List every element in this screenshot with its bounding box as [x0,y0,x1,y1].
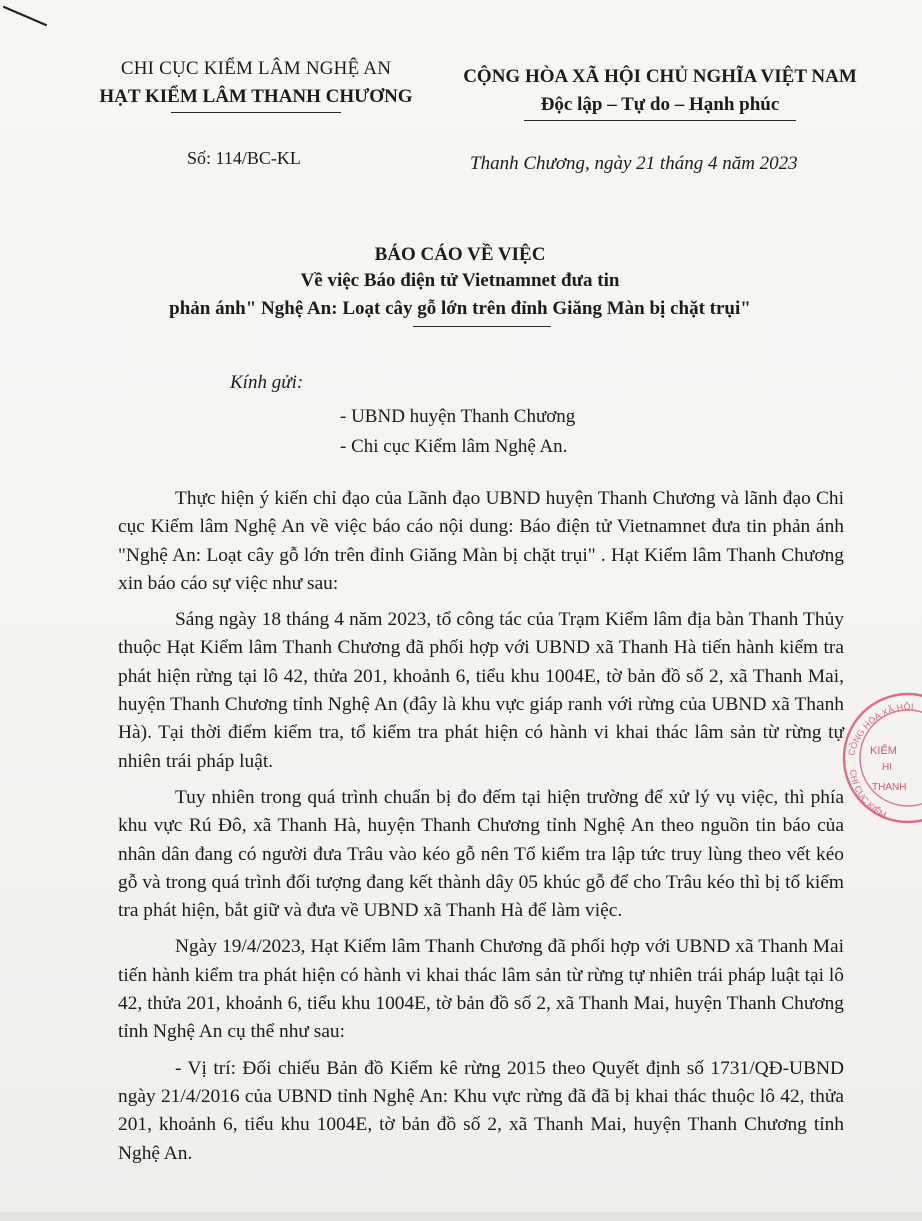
body-paragraph: Thực hiện ý kiến chỉ đạo của Lãnh đạo UBND huyện Thanh Chương và lãnh đạo Chi cục Kiểm lâm Nghệ An về việc báo cáo nội dung: Báo điện tử Vietnamnet đưa tin phản ánh "Nghệ An: Loạt cây gỗ lớn trên đỉnh Giăng Màn bị chặt trụi" . Hạt Kiểm lâm Thanh Chương xin báo cáo sự việc như sau: [118,488,844,594]
title-line-2: Về việc Báo điện tử Vietnamnet đưa tin [300,270,620,291]
title-underline [413,326,551,327]
unit-name: HẠT KIỂM LÂM THANH CHƯƠNG [99,86,413,107]
nation-name: CỘNG HÒA XÃ HỘI CHỦ NGHĨA VIỆT NAM [463,66,857,87]
seal-ring-text-bottom: CHI CỤC KIỂM [847,768,888,821]
svg-text:CHI CỤC KIỂM [848,769,888,820]
agency-header [86,58,426,113]
recipient-item: - Chi cục Kiểm lâm Nghệ An. [340,436,568,457]
agency-underline [171,112,341,113]
title-line-3: phản ánh" Nghệ An: Loạt cây gỗ lớn trên đỉnh Giăng Màn bị chặt trụi" [169,298,751,319]
report-title [60,244,860,327]
scan-bottom-edge [0,1212,922,1221]
seal-ring-text: CÔNG HÒA XÃ HỘI [846,701,914,757]
seal-center-text: HI [882,762,892,773]
greeting: Kính gửi: [230,372,304,393]
recipient-item: - UBND huyện Thanh Chương [340,406,576,427]
body-paragraph: - Vị trí: Đối chiếu Bản đồ Kiểm kê rừng 2015 theo Quyết định số 1731/QĐ-UBND ngày 21/4/2016 của UBND tỉnh Nghệ An: Khu vực rừng đã đã bị khai thác thuộc lô 42, thửa 201, khoảnh 6, tiểu khu 1004E, tờ bản đồ số 2, xã Thanh Mai, huyện Thanh Chương tỉnh Nghệ An. [118,1057,844,1164]
document-number: Số: 114/BC-KL [187,148,301,168]
body-paragraph: Tuy nhiên trong quá trình chuẩn bị đo đếm tại hiện trường để xử lý vụ việc, thì phía khu vực Rú Đô, xã Thanh Hà, huyện Thanh Chương tỉnh Nghệ An theo nguồn tin báo của nhân dân đang có người đưa Trâu vào kéo gỗ nên Tổ kiểm tra lập tức truy lùng theo vết kéo gỗ và trong quá trình đối tượng đang kết thành dây 05 khúc gỗ để cho Trâu kéo thì bị tổ kiểm tra phát hiện, bắt giữ và đưa về UBND xã Thanh Hà để làm việc. [118,786,844,922]
national-motto: Độc lập – Tự do – Hạnh phúc [540,94,780,115]
recipient-list [340,402,575,462]
document-date: Thanh Chương, ngày 21 tháng 4 năm 2023 [470,153,798,174]
seal-center-text: KIỂM [870,745,897,757]
title-line-1: BÁO CÁO VỀ VIỆC [374,244,546,265]
official-seal-stamp [836,686,922,824]
report-body [118,485,844,1176]
body-paragraph: Ngày 19/4/2023, Hạt Kiểm lâm Thanh Chương đã phối hợp với UBND xã Thanh Mai tiến hành kiểm tra phát hiện có hành vi khai thác lâm sản từ rừng tự nhiên trái pháp luật tại lô 42, thửa 201, khoảnh 6, tiểu khu 1004E, tờ bản đồ số 2, xã Thanh Mai, huyện Thanh Chương tỉnh Nghệ An cụ thể như sau: [118,936,844,1043]
seal-center-text: THANH [872,782,907,793]
national-header [440,66,880,121]
pen-mark-scribble [2,4,48,28]
motto-underline [524,120,796,121]
agency-name: CHI CỤC KIỂM LÂM NGHỆ AN [120,58,392,79]
body-paragraph: Sáng ngày 18 tháng 4 năm 2023, tổ công tác của Trạm Kiểm lâm địa bàn Thanh Thủy thuộc Hạt Kiểm lâm Thanh Chương đã phối hợp với UBND xã Thanh Hà tiến hành kiểm tra phát hiện rừng tại lô 42, thửa 201, khoảnh 6, tiểu khu 1004E, tờ bản đồ số 2, xã Thanh Mai, huyện Thanh Chương tỉnh Nghệ An (đây là khu vực giáp ranh với rừng của UBND xã Thanh Hà). Tại thời điểm kiểm tra, tổ kiểm tra phát hiện có hành vi khai thác lâm sản từ rừng tự nhiên trái pháp luật. [118,609,844,772]
